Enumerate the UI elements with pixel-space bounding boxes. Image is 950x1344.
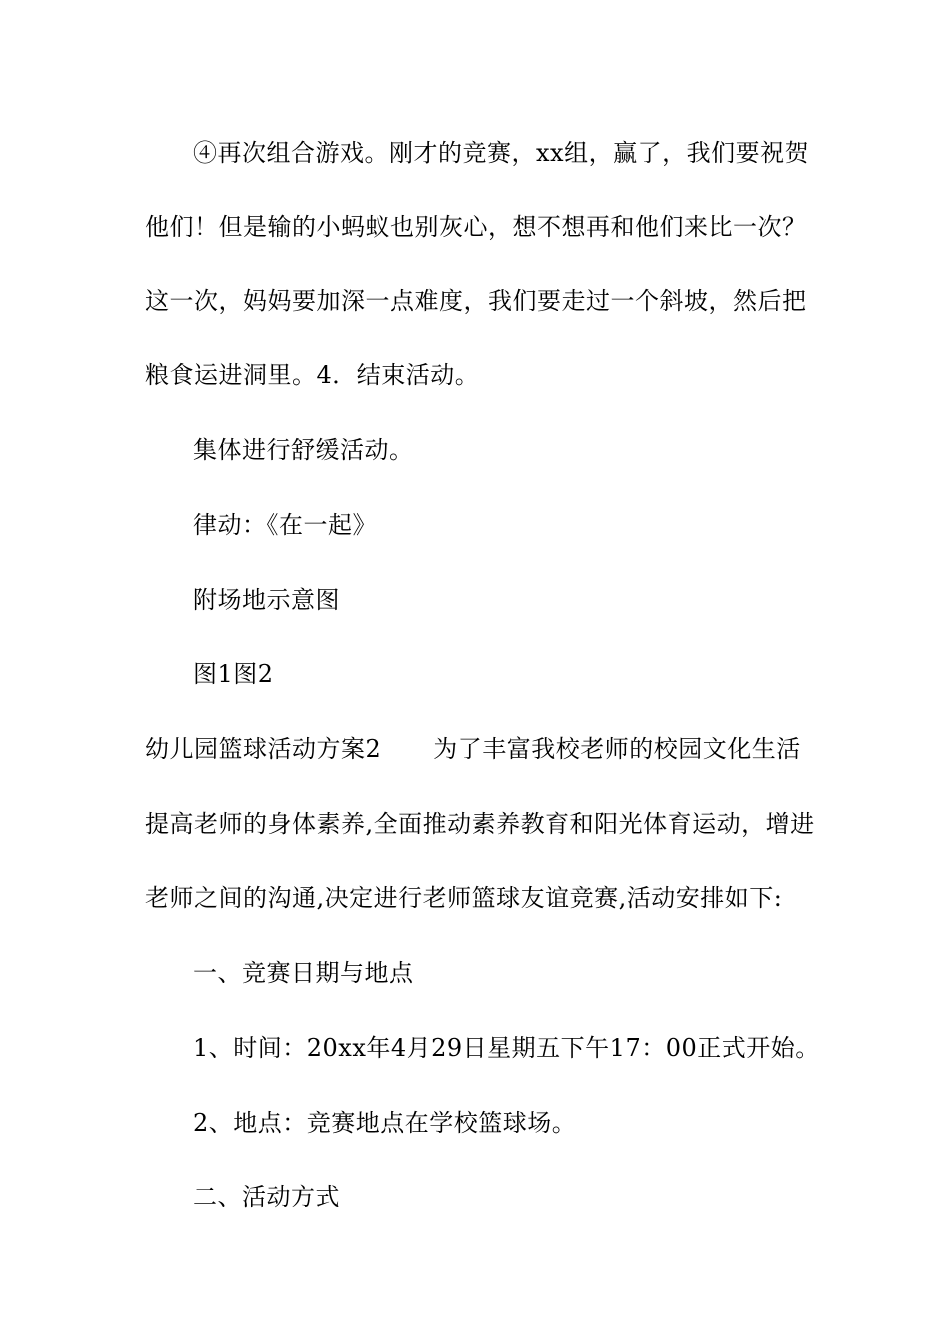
subheading: 一、竞赛日期与地点 [193,959,414,987]
paragraph-line: 提高老师的身体素养,全面推动素养教育和阳光体育运动，增进 [145,810,815,838]
paragraph-line: 这一次，妈妈要加深一点难度，我们要走过一个斜坡，然后把 [145,287,807,315]
section-heading-line [145,733,815,765]
paragraph-line: 他们！但是输的小蚂蚁也别灰心，想不想再和他们来比一次？ [145,213,807,241]
figure-reference: 图1图2 [193,660,274,688]
paragraph-line: 律动：《在一起》 [193,511,377,539]
paragraph-line: ④再次组合游戏。刚才的竞赛，xx组，赢了，我们要祝贺 [193,139,810,167]
subheading: 二、活动方式 [193,1183,340,1211]
paragraph-line: 老师之间的沟通,决定进行老师篮球友谊竞赛,活动安排如下: [145,884,783,912]
paragraph-line: 集体进行舒缓活动。 [193,436,414,464]
paragraph-line: 附场地示意图 [193,586,340,614]
section-title: 幼儿园篮球活动方案2 [145,735,382,763]
list-item: 1、时间：20xx年4月29日星期五下午17：00正式开始。 [193,1034,820,1062]
paragraph-line: 粮食运进洞里。4．结束活动。 [145,361,480,389]
list-item: 2、地点：竞赛地点在学校篮球场。 [193,1109,577,1137]
paragraph-text: 为了丰富我校老师的校园文化生活 [433,735,801,763]
